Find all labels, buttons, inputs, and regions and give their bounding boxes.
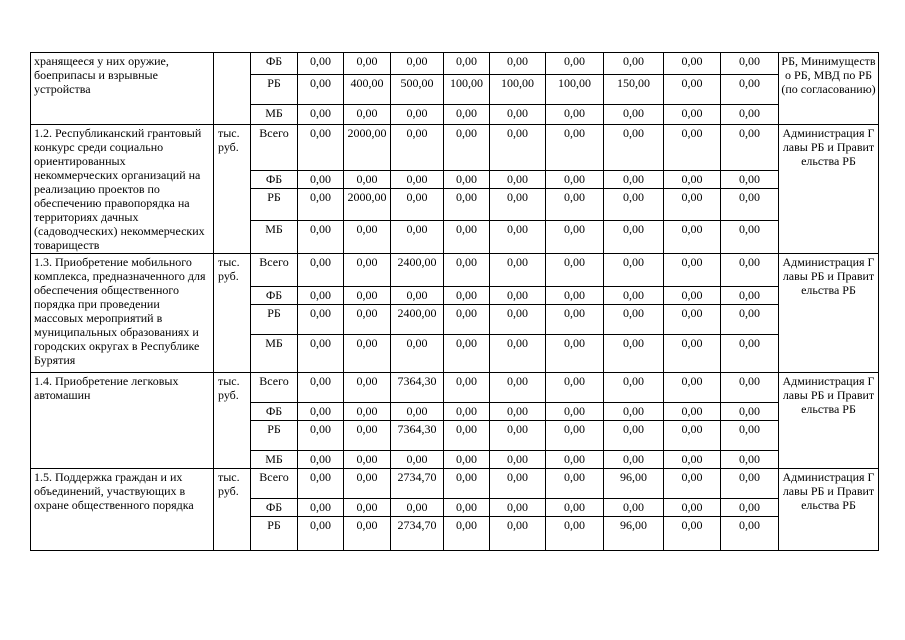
funding-source-cell: ФБ — [251, 170, 298, 189]
amount-cell: 0,00 — [721, 53, 779, 75]
amount-cell: 0,00 — [664, 517, 721, 551]
amount-cell: 2000,00 — [344, 125, 391, 171]
amount-cell: 0,00 — [604, 335, 664, 373]
amount-cell: 0,00 — [546, 305, 604, 335]
amount-cell: 0,00 — [664, 373, 721, 403]
responsible-executor-cell: Администрация Главы РБ и Правительства РБ — [779, 373, 879, 469]
amount-cell: 0,00 — [664, 335, 721, 373]
amount-cell: 0,00 — [490, 335, 546, 373]
measure-name-cell: 1.2. Республиканский грантовый конкурс среди социально ориентированных некоммерческих организаций на реализацию проектов по обеспечению правопорядка на территориях дачных (садоводческих) некоммерческих товариществ — [31, 125, 214, 254]
amount-cell: 0,00 — [444, 105, 490, 125]
funding-source-cell: ФБ — [251, 287, 298, 305]
amount-cell: 0,00 — [721, 170, 779, 189]
amount-cell: 0,00 — [604, 53, 664, 75]
amount-cell: 0,00 — [546, 517, 604, 551]
amount-cell: 0,00 — [391, 220, 444, 253]
funding-source-cell: ФБ — [251, 499, 298, 517]
amount-cell: 0,00 — [546, 451, 604, 469]
amount-cell: 0,00 — [721, 451, 779, 469]
amount-cell: 0,00 — [721, 517, 779, 551]
amount-cell: 0,00 — [344, 254, 391, 287]
unit-cell — [214, 53, 251, 125]
funding-source-cell: Всего — [251, 254, 298, 287]
amount-cell: 0,00 — [344, 53, 391, 75]
amount-cell: 0,00 — [298, 403, 344, 421]
amount-cell: 0,00 — [344, 469, 391, 499]
amount-cell: 0,00 — [391, 170, 444, 189]
amount-cell: 0,00 — [546, 53, 604, 75]
unit-cell: тыс. руб. — [214, 373, 251, 469]
amount-cell: 0,00 — [490, 125, 546, 171]
document-page — [30, 52, 878, 551]
amount-cell: 0,00 — [444, 189, 490, 220]
amount-cell: 0,00 — [344, 287, 391, 305]
amount-cell: 0,00 — [721, 105, 779, 125]
amount-cell: 0,00 — [444, 254, 490, 287]
measure-name-cell: 1.3. Приобретение мобильного комплекса, предназначенного для обеспечения общественного порядка при проведении массовых мероприятий в муниципальных образованиях и городских округах в Республике Бурятия — [31, 254, 214, 373]
amount-cell: 0,00 — [444, 125, 490, 171]
amount-cell: 0,00 — [721, 220, 779, 253]
amount-cell: 0,00 — [604, 189, 664, 220]
amount-cell: 0,00 — [490, 254, 546, 287]
table-row — [31, 469, 879, 499]
amount-cell: 0,00 — [721, 373, 779, 403]
amount-cell: 0,00 — [344, 403, 391, 421]
amount-cell: 0,00 — [391, 499, 444, 517]
amount-cell: 0,00 — [444, 421, 490, 451]
amount-cell: 0,00 — [604, 403, 664, 421]
funding-source-cell: МБ — [251, 105, 298, 125]
amount-cell: 0,00 — [604, 305, 664, 335]
amount-cell: 0,00 — [344, 170, 391, 189]
amount-cell: 7364,30 — [391, 421, 444, 451]
amount-cell: 0,00 — [664, 469, 721, 499]
funding-source-cell: РБ — [251, 75, 298, 105]
amount-cell: 0,00 — [604, 373, 664, 403]
amount-cell: 0,00 — [298, 220, 344, 253]
amount-cell: 100,00 — [490, 75, 546, 105]
measure-name-cell: 1.4. Приобретение легковых автомашин — [31, 373, 214, 469]
funding-source-cell: РБ — [251, 421, 298, 451]
amount-cell: 0,00 — [298, 254, 344, 287]
amount-cell: 0,00 — [546, 220, 604, 253]
amount-cell: 0,00 — [546, 469, 604, 499]
amount-cell: 2400,00 — [391, 254, 444, 287]
amount-cell: 0,00 — [721, 469, 779, 499]
amount-cell: 0,00 — [664, 305, 721, 335]
amount-cell: 0,00 — [604, 170, 664, 189]
amount-cell: 0,00 — [721, 305, 779, 335]
amount-cell: 0,00 — [444, 305, 490, 335]
amount-cell: 0,00 — [444, 170, 490, 189]
amount-cell: 0,00 — [391, 125, 444, 171]
amount-cell: 500,00 — [391, 75, 444, 105]
amount-cell: 0,00 — [298, 189, 344, 220]
amount-cell: 0,00 — [391, 53, 444, 75]
funding-source-cell: Всего — [251, 125, 298, 171]
amount-cell: 0,00 — [490, 469, 546, 499]
amount-cell: 0,00 — [298, 517, 344, 551]
funding-source-cell: РБ — [251, 517, 298, 551]
amount-cell: 0,00 — [490, 105, 546, 125]
amount-cell: 0,00 — [490, 499, 546, 517]
amount-cell: 96,00 — [604, 469, 664, 499]
amount-cell: 0,00 — [546, 105, 604, 125]
amount-cell: 400,00 — [344, 75, 391, 105]
unit-cell: тыс. руб. — [214, 254, 251, 373]
amount-cell: 0,00 — [490, 451, 546, 469]
amount-cell: 100,00 — [444, 75, 490, 105]
amount-cell: 0,00 — [298, 53, 344, 75]
amount-cell: 0,00 — [444, 220, 490, 253]
amount-cell: 0,00 — [721, 421, 779, 451]
funding-source-cell: Всего — [251, 469, 298, 499]
amount-cell: 0,00 — [664, 421, 721, 451]
amount-cell: 0,00 — [490, 403, 546, 421]
amount-cell: 0,00 — [721, 189, 779, 220]
amount-cell: 0,00 — [444, 499, 490, 517]
funding-source-cell: МБ — [251, 451, 298, 469]
amount-cell: 0,00 — [546, 403, 604, 421]
amount-cell: 0,00 — [546, 499, 604, 517]
unit-cell: тыс. руб. — [214, 125, 251, 254]
amount-cell: 0,00 — [344, 305, 391, 335]
amount-cell: 0,00 — [664, 105, 721, 125]
amount-cell: 0,00 — [298, 170, 344, 189]
amount-cell: 0,00 — [546, 373, 604, 403]
amount-cell: 7364,30 — [391, 373, 444, 403]
amount-cell: 0,00 — [444, 517, 490, 551]
amount-cell: 2734,70 — [391, 517, 444, 551]
amount-cell: 0,00 — [298, 75, 344, 105]
amount-cell: 0,00 — [444, 287, 490, 305]
amount-cell: 0,00 — [664, 499, 721, 517]
amount-cell: 0,00 — [298, 125, 344, 171]
amount-cell: 0,00 — [490, 305, 546, 335]
amount-cell: 0,00 — [664, 287, 721, 305]
amount-cell: 0,00 — [298, 451, 344, 469]
amount-cell: 0,00 — [298, 305, 344, 335]
amount-cell: 0,00 — [604, 451, 664, 469]
amount-cell: 2000,00 — [344, 189, 391, 220]
amount-cell: 0,00 — [604, 105, 664, 125]
amount-cell: 0,00 — [546, 189, 604, 220]
table-row — [31, 254, 879, 287]
funding-source-cell: МБ — [251, 220, 298, 253]
table-row — [31, 125, 879, 171]
measure-name-cell: 1.5. Поддержка граждан и их объединений, участвующих в охране общественного порядка — [31, 469, 214, 551]
amount-cell: 0,00 — [604, 421, 664, 451]
amount-cell: 0,00 — [664, 170, 721, 189]
amount-cell: 0,00 — [391, 335, 444, 373]
amount-cell: 0,00 — [664, 125, 721, 171]
amount-cell: 0,00 — [444, 469, 490, 499]
funding-source-cell: ФБ — [251, 403, 298, 421]
amount-cell: 0,00 — [344, 421, 391, 451]
funding-source-cell: РБ — [251, 189, 298, 220]
amount-cell: 0,00 — [546, 421, 604, 451]
amount-cell: 0,00 — [721, 287, 779, 305]
amount-cell: 0,00 — [546, 335, 604, 373]
amount-cell: 0,00 — [604, 125, 664, 171]
unit-cell: тыс. руб. — [214, 469, 251, 551]
financing-table — [30, 52, 879, 551]
responsible-executor-cell: Администрация Главы РБ и Правительства РБ — [779, 125, 879, 254]
funding-source-cell: МБ — [251, 335, 298, 373]
amount-cell: 0,00 — [490, 517, 546, 551]
amount-cell: 0,00 — [444, 373, 490, 403]
amount-cell: 96,00 — [604, 517, 664, 551]
amount-cell: 0,00 — [664, 254, 721, 287]
amount-cell: 0,00 — [664, 75, 721, 105]
amount-cell: 0,00 — [344, 335, 391, 373]
funding-source-cell: Всего — [251, 373, 298, 403]
amount-cell: 0,00 — [664, 220, 721, 253]
amount-cell: 0,00 — [490, 170, 546, 189]
amount-cell: 0,00 — [444, 451, 490, 469]
amount-cell: 0,00 — [664, 451, 721, 469]
amount-cell: 0,00 — [721, 403, 779, 421]
table-row — [31, 53, 879, 75]
amount-cell: 0,00 — [546, 287, 604, 305]
amount-cell: 0,00 — [490, 373, 546, 403]
amount-cell: 2400,00 — [391, 305, 444, 335]
amount-cell: 0,00 — [444, 53, 490, 75]
amount-cell: 0,00 — [344, 517, 391, 551]
amount-cell: 0,00 — [604, 254, 664, 287]
amount-cell: 0,00 — [604, 287, 664, 305]
amount-cell: 0,00 — [391, 287, 444, 305]
amount-cell: 2734,70 — [391, 469, 444, 499]
amount-cell: 0,00 — [298, 105, 344, 125]
amount-cell: 0,00 — [490, 421, 546, 451]
measure-name-cell: хранящееся у них оружие, боеприпасы и взрывные устройства — [31, 53, 214, 125]
amount-cell: 0,00 — [444, 335, 490, 373]
amount-cell: 0,00 — [344, 373, 391, 403]
responsible-executor-cell: Администрация Главы РБ и Правительства РБ — [779, 254, 879, 373]
amount-cell: 0,00 — [391, 403, 444, 421]
amount-cell: 0,00 — [344, 105, 391, 125]
responsible-executor-cell: РБ, Минимущество РБ, МВД по РБ (по согласованию) — [779, 53, 879, 125]
amount-cell: 100,00 — [546, 75, 604, 105]
amount-cell: 0,00 — [721, 499, 779, 517]
table-body — [31, 53, 879, 551]
amount-cell: 0,00 — [546, 170, 604, 189]
amount-cell: 0,00 — [298, 287, 344, 305]
amount-cell: 150,00 — [604, 75, 664, 105]
amount-cell: 0,00 — [721, 125, 779, 171]
amount-cell: 0,00 — [298, 373, 344, 403]
amount-cell: 0,00 — [664, 189, 721, 220]
amount-cell: 0,00 — [344, 220, 391, 253]
amount-cell: 0,00 — [444, 403, 490, 421]
amount-cell: 0,00 — [490, 189, 546, 220]
amount-cell: 0,00 — [298, 469, 344, 499]
amount-cell: 0,00 — [391, 451, 444, 469]
amount-cell: 0,00 — [546, 125, 604, 171]
amount-cell: 0,00 — [298, 499, 344, 517]
amount-cell: 0,00 — [664, 53, 721, 75]
amount-cell: 0,00 — [721, 335, 779, 373]
amount-cell: 0,00 — [546, 254, 604, 287]
table-row — [31, 373, 879, 403]
amount-cell: 0,00 — [298, 335, 344, 373]
responsible-executor-cell: Администрация Главы РБ и Правительства РБ — [779, 469, 879, 551]
amount-cell: 0,00 — [604, 499, 664, 517]
funding-source-cell: ФБ — [251, 53, 298, 75]
amount-cell: 0,00 — [664, 403, 721, 421]
amount-cell: 0,00 — [721, 254, 779, 287]
amount-cell: 0,00 — [604, 220, 664, 253]
amount-cell: 0,00 — [490, 53, 546, 75]
amount-cell: 0,00 — [298, 421, 344, 451]
amount-cell: 0,00 — [490, 287, 546, 305]
amount-cell: 0,00 — [490, 220, 546, 253]
amount-cell: 0,00 — [391, 189, 444, 220]
funding-source-cell: РБ — [251, 305, 298, 335]
amount-cell: 0,00 — [391, 105, 444, 125]
amount-cell: 0,00 — [721, 75, 779, 105]
amount-cell: 0,00 — [344, 499, 391, 517]
amount-cell: 0,00 — [344, 451, 391, 469]
